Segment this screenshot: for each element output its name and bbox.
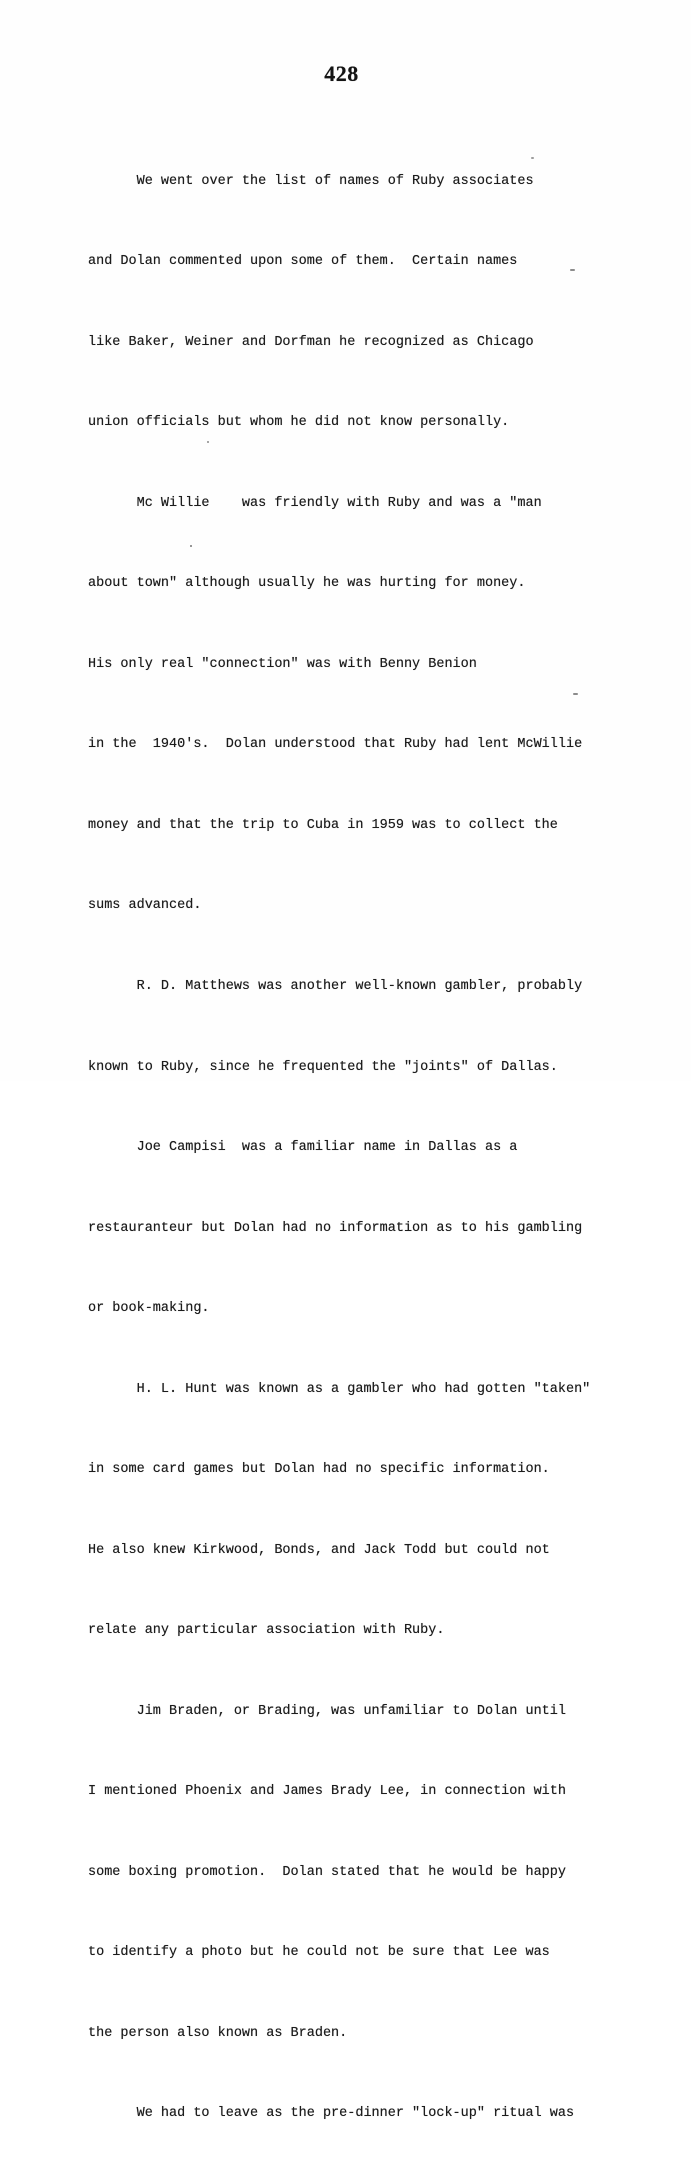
- document-body: [88, 115, 590, 2182]
- text-line: union officials but whom he did not know personally.: [88, 415, 510, 431]
- text-line: We went over the list of names of Ruby associates: [88, 173, 534, 189]
- text-line: Jim Braden, or Brading, was unfamiliar to Dolan until: [88, 1703, 566, 1719]
- text-line: to identify a photo but he could not be sure that Lee was: [88, 1945, 550, 1961]
- scan-speck: [207, 441, 209, 443]
- text-line: money and that the trip to Cuba in 1959 was to collect the: [88, 817, 558, 833]
- text-line: H. L. Hunt was known as a gambler who had gotten "taken": [88, 1381, 591, 1397]
- text-line: He also knew Kirkwood, Bonds, and Jack Todd but could not: [88, 1542, 550, 1558]
- text-line: His only real "connection" was with Benny Benion: [88, 656, 477, 672]
- text-line: sums advanced.: [88, 898, 202, 914]
- text-line: like Baker, Weiner and Dorfman he recognized as Chicago: [88, 334, 534, 350]
- scan-speck: [531, 157, 534, 159]
- text-line: known to Ruby, since he frequented the "joints" of Dallas.: [88, 1059, 558, 1075]
- text-line: Joe Campisi was a familiar name in Dallas as a: [88, 1140, 518, 1156]
- text-line: and Dolan commented upon some of them. Certain names: [88, 254, 518, 270]
- scan-speck: [573, 693, 578, 695]
- text-line: Mc Willie was friendly with Ruby and was a "man: [88, 495, 542, 511]
- page-number: 428: [324, 61, 359, 86]
- text-line: or book-making.: [88, 1301, 210, 1317]
- text-line: about town" although usually he was hurting for money.: [88, 576, 526, 592]
- text-line: the person also known as Braden.: [88, 2025, 348, 2041]
- text-line: We had to leave as the pre-dinner "lock-up" ritual was: [88, 2106, 575, 2122]
- text-line: some boxing promotion. Dolan stated that he would be happy: [88, 1864, 566, 1880]
- scan-speck: [570, 269, 575, 271]
- text-line: I mentioned Phoenix and James Brady Lee, in connection with: [88, 1784, 566, 1800]
- scan-speck: [190, 545, 192, 547]
- text-line: in some card games but Dolan had no specific information.: [88, 1462, 550, 1478]
- text-line: in the 1940's. Dolan understood that Ruby had lent McWillie: [88, 737, 583, 753]
- text-line: relate any particular association with Ruby.: [88, 1623, 445, 1639]
- text-line: restauranteur but Dolan had no information as to his gambling: [88, 1220, 583, 1236]
- text-line: R. D. Matthews was another well-known gambler, probably: [88, 979, 583, 994]
